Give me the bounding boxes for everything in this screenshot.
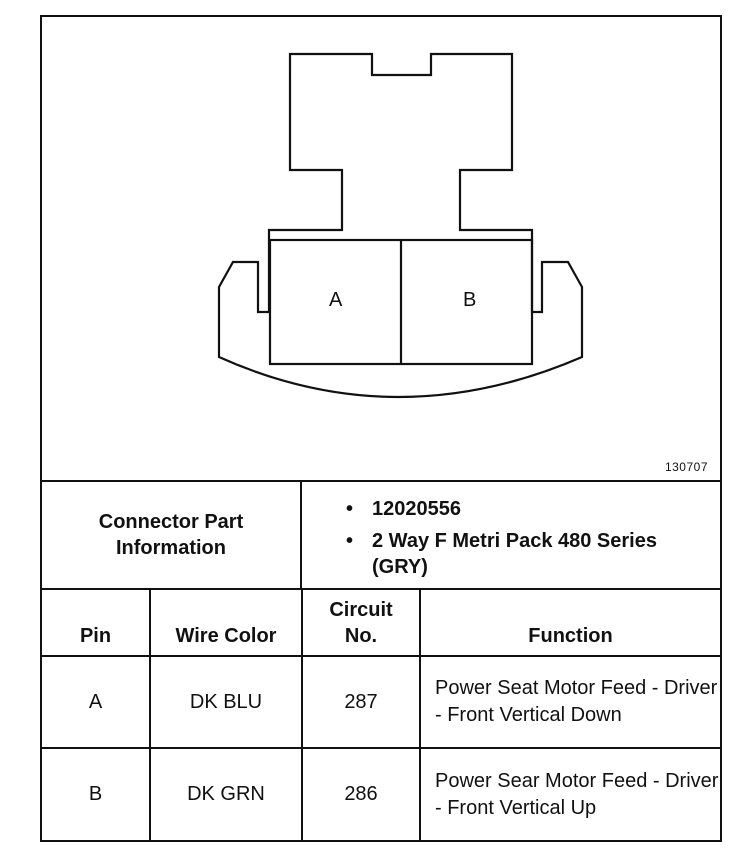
function-cell: Power Seat Motor Feed - Driver - Front Vertical Down bbox=[420, 656, 720, 748]
circuit-cell: 287 bbox=[302, 656, 420, 748]
table-row bbox=[42, 748, 720, 840]
connector-face-drawing bbox=[42, 17, 720, 480]
pin-cell: B bbox=[42, 748, 150, 840]
wire-color-cell: DK BLU bbox=[150, 656, 302, 748]
header-function: Function bbox=[420, 590, 720, 656]
circuit-cell: 286 bbox=[302, 748, 420, 840]
table-row bbox=[42, 656, 720, 748]
pin-cell: A bbox=[42, 656, 150, 748]
header-wire-color: Wire Color bbox=[150, 590, 302, 656]
connector-part-info bbox=[42, 480, 720, 590]
header-pin: Pin bbox=[42, 590, 150, 656]
connector-info-list bbox=[302, 482, 720, 588]
connector-diagram bbox=[42, 17, 720, 480]
connector-info-heading-cell bbox=[42, 482, 302, 588]
cavity-label-a: A bbox=[329, 289, 343, 311]
connector-sheet bbox=[40, 15, 722, 842]
connector-info-heading: Connector Part Information bbox=[98, 511, 244, 559]
part-number: • 12020556 bbox=[346, 496, 720, 522]
pinout-table bbox=[42, 590, 720, 840]
connector-description: • 2 Way F Metri Pack 480 Series (GRY) bbox=[346, 528, 672, 580]
wire-color-cell: DK GRN bbox=[150, 748, 302, 840]
figure-number: 130707 bbox=[664, 460, 708, 474]
function-cell: Power Sear Motor Feed - Driver - Front Vertical Up bbox=[420, 748, 720, 840]
cavity-label-b: B bbox=[463, 289, 477, 311]
table-header-row bbox=[42, 590, 720, 656]
header-circuit-no: Circuit No. bbox=[302, 590, 420, 656]
